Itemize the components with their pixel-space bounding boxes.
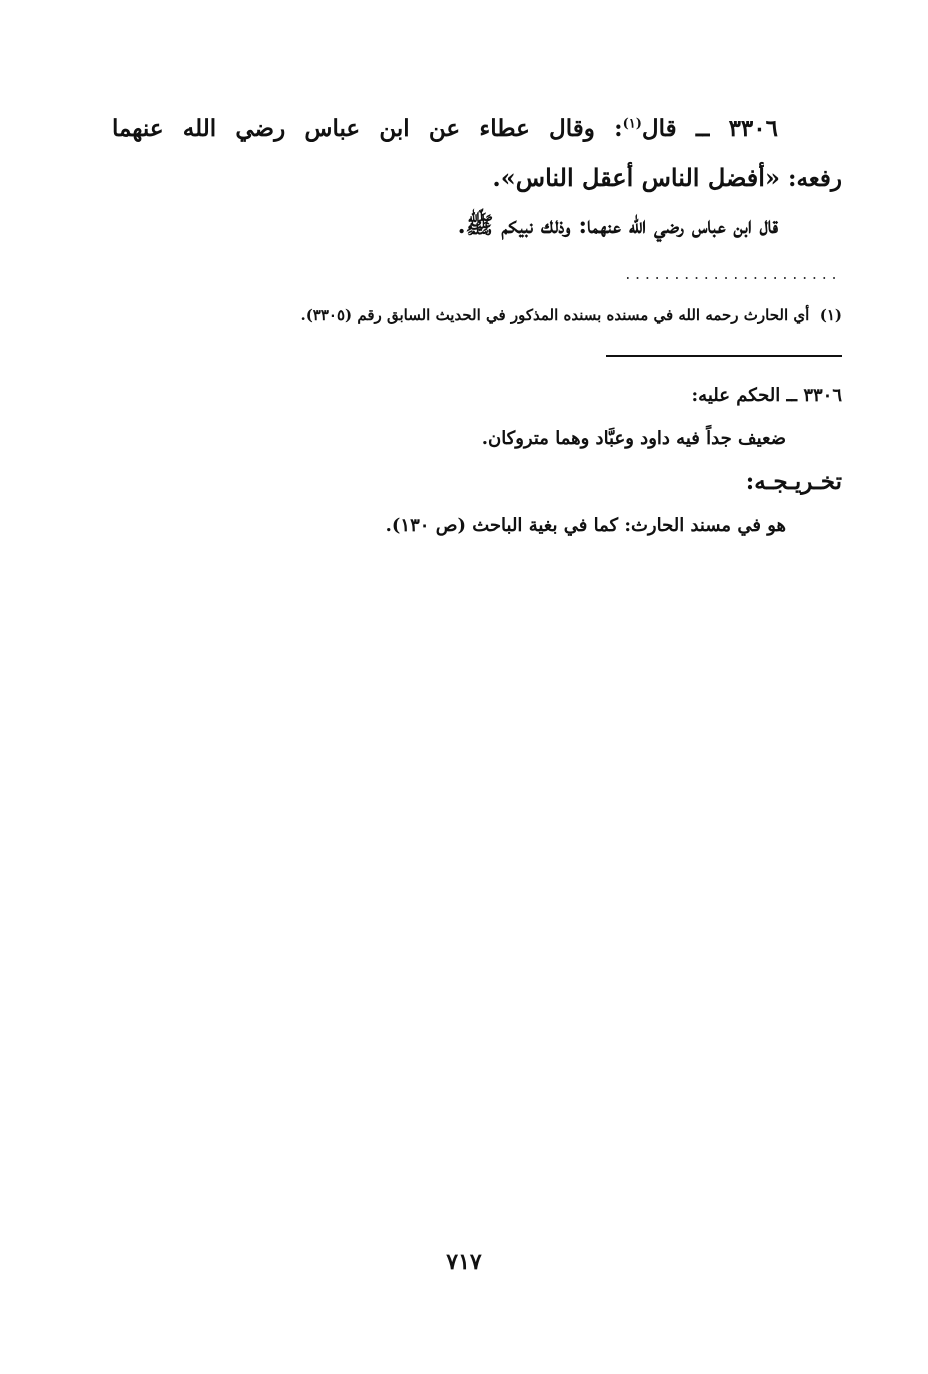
hadith-colon: : — [614, 115, 623, 142]
hadith-dash: ــ — [695, 115, 710, 142]
hadith-line-3: قال ابن عباس رضي الله عنهما: وذلك نبيكم ﷺ. — [457, 212, 778, 239]
hadith-said: قال — [641, 115, 677, 142]
footnote — [210, 300, 842, 330]
takhrij-text: هو في مسند الحارث: كما في بغية الباحث (ص ١٣٠). — [385, 515, 786, 536]
section-divider — [606, 355, 842, 357]
hadith-block — [112, 104, 842, 250]
page-number: ٧١٧ — [446, 1249, 482, 1275]
ruling-text: ضعيف جداً فيه داود وعبَّاد وهما متروكان. — [481, 428, 786, 449]
hadith-line-2-lead: رفعه: — [787, 165, 842, 192]
footnote-marker: (١) — [819, 306, 842, 324]
hadith-line-1-text: وقال عطاء عن ابن عباس رضي الله عنهما — [112, 115, 595, 142]
footnote-reference[interactable]: (١) — [622, 116, 642, 132]
footnote-text: أي الحارث رحمه الله في مسنده بسنده المذكور في الحديث السابق رقم (٣٣٠٥). — [300, 306, 810, 324]
takhrij-heading: تخـريـجـه: — [745, 468, 842, 495]
hadith-quote: «أفضل الناس أعقل الناس». — [492, 163, 780, 192]
hadith-number: ٣٣٠٦ — [728, 115, 778, 142]
ruling-heading: ٣٣٠٦ ــ الحكم عليه: — [691, 385, 842, 406]
hadith-line-2 — [112, 154, 842, 202]
hadith-line-1 — [112, 104, 842, 154]
footnote-separator: ...................... — [623, 268, 840, 282]
